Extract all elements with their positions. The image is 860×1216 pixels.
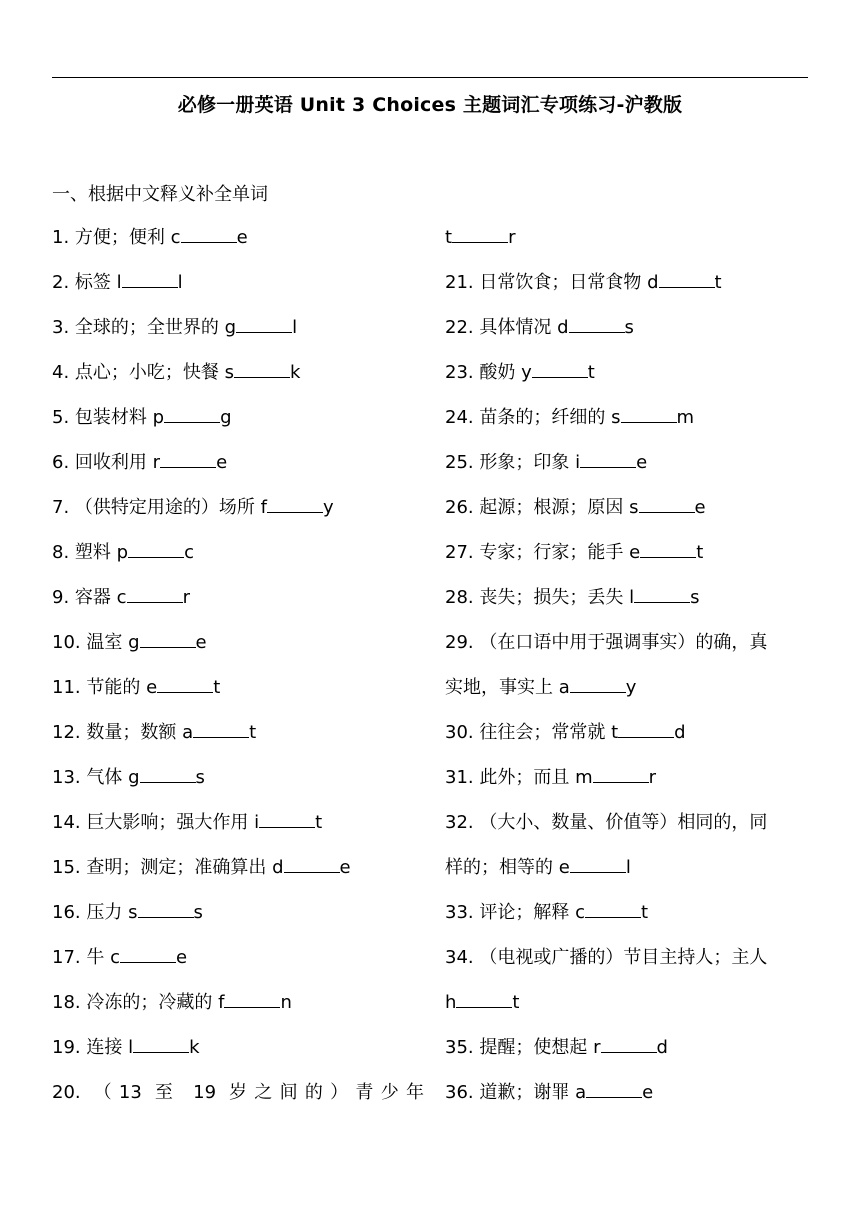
- item-meaning: 日常饮食；日常食物: [479, 272, 642, 293]
- first-letter: d: [557, 317, 569, 338]
- item-meaning: 查明；测定；准确算出: [86, 857, 267, 878]
- item-meaning: 连接: [86, 1037, 123, 1058]
- item-number: 2.: [52, 272, 70, 293]
- item-meaning: 全球的；全世界的: [74, 317, 219, 338]
- answer-blank[interactable]: [585, 899, 641, 918]
- last-letter: l: [177, 272, 183, 293]
- item-number: 29.: [445, 632, 474, 653]
- last-letter: t: [587, 362, 595, 383]
- answer-blank[interactable]: [164, 404, 220, 423]
- item-number: 22.: [445, 317, 474, 338]
- last-letter: r: [648, 767, 657, 788]
- vocab-item: [52, 944, 424, 989]
- item-number: 26.: [445, 497, 474, 518]
- last-letter: s: [195, 767, 205, 788]
- answer-blank[interactable]: [570, 674, 626, 693]
- item-number: 36.: [445, 1082, 474, 1103]
- vocab-item: [445, 719, 810, 764]
- vocab-item: [52, 359, 424, 404]
- last-letter: s: [624, 317, 634, 338]
- vocab-item: [445, 1079, 810, 1124]
- item-number: 32.: [445, 812, 474, 833]
- vocab-item: [52, 494, 424, 539]
- vocab-item: [52, 1079, 424, 1124]
- item-number: 8.: [52, 542, 70, 563]
- section-heading: 一、根据中文释义补全单词: [52, 184, 268, 205]
- last-letter: e: [236, 227, 248, 248]
- answer-blank[interactable]: [160, 449, 216, 468]
- item-number: 35.: [445, 1037, 474, 1058]
- item-number: 30.: [445, 722, 474, 743]
- item-number: 6.: [52, 452, 70, 473]
- answer-blank[interactable]: [234, 359, 290, 378]
- last-letter: d: [674, 722, 686, 743]
- vocab-item: [52, 449, 424, 494]
- vocab-item: [445, 854, 810, 899]
- item-meaning: 节能的: [86, 677, 141, 698]
- item-meaning: 巨大影响；强大作用: [86, 812, 249, 833]
- first-letter: r: [152, 452, 161, 473]
- last-letter: t: [213, 677, 221, 698]
- item-meaning: 样的；相等的: [445, 857, 553, 878]
- vocab-item: [52, 404, 424, 449]
- right-column: [445, 224, 810, 1124]
- item-number: 28.: [445, 587, 474, 608]
- vocab-item: [445, 584, 810, 629]
- last-letter: s: [193, 902, 203, 923]
- answer-blank[interactable]: [133, 1034, 189, 1053]
- item-meaning: 牛: [86, 947, 105, 968]
- last-letter: e: [195, 632, 207, 653]
- last-letter: l: [625, 857, 631, 878]
- item-number: 12.: [52, 722, 81, 743]
- answer-blank[interactable]: [224, 989, 280, 1008]
- item-meaning: 点心；小吃；快餐: [74, 362, 219, 383]
- last-letter: t: [249, 722, 257, 743]
- first-letter: l: [629, 587, 635, 608]
- first-letter: a: [182, 722, 194, 743]
- item-meaning: 压力: [86, 902, 123, 923]
- answer-blank[interactable]: [193, 719, 249, 738]
- answer-blank[interactable]: [259, 809, 315, 828]
- vocab-item: [445, 449, 810, 494]
- answer-blank[interactable]: [640, 539, 696, 558]
- vocab-item: [52, 629, 424, 674]
- vocab-item: [445, 629, 810, 674]
- item-meaning: （供特定用途的）场所: [74, 497, 255, 518]
- answer-blank[interactable]: [157, 674, 213, 693]
- item-meaning: 评论；解释: [479, 902, 570, 923]
- vocab-item: [445, 899, 810, 944]
- vocab-item: [445, 989, 810, 1034]
- last-letter: e: [642, 1082, 654, 1103]
- first-letter: c: [170, 227, 181, 248]
- first-letter: h: [445, 992, 457, 1013]
- answer-blank[interactable]: [601, 1034, 657, 1053]
- item-number: 33.: [445, 902, 474, 923]
- last-letter: k: [189, 1037, 200, 1058]
- vocab-item: [52, 314, 424, 359]
- answer-blank[interactable]: [181, 224, 237, 243]
- answer-blank[interactable]: [284, 854, 340, 873]
- vocab-item: [445, 809, 810, 854]
- item-meaning: 气体: [86, 767, 123, 788]
- answer-blank[interactable]: [580, 449, 636, 468]
- last-letter: e: [694, 497, 706, 518]
- page-title: 必修一册英语 Unit 3 Choices 主题词汇专项练习-沪教版: [177, 94, 683, 116]
- item-number: 4.: [52, 362, 70, 383]
- item-meaning: （电视或广播的）节目主持人；主人: [479, 947, 768, 968]
- vocab-item: [445, 764, 810, 809]
- item-meaning: 此外；而且: [479, 767, 570, 788]
- first-letter: t: [445, 227, 453, 248]
- item-meaning: （13 至 19 岁之间的）青少年: [93, 1082, 424, 1103]
- last-letter: s: [690, 587, 700, 608]
- item-meaning: 冷冻的；冷藏的: [86, 992, 213, 1013]
- last-letter: t: [641, 902, 649, 923]
- first-letter: m: [575, 767, 593, 788]
- item-meaning: 实地，事实上: [445, 677, 553, 698]
- vocab-item: [445, 404, 810, 449]
- first-letter: f: [218, 992, 225, 1013]
- last-letter: t: [714, 272, 722, 293]
- last-letter: g: [220, 407, 232, 428]
- answer-blank[interactable]: [570, 854, 626, 873]
- item-number: 10.: [52, 632, 81, 653]
- item-number: 9.: [52, 587, 70, 608]
- answer-blank[interactable]: [586, 1079, 642, 1098]
- vocab-item: [52, 539, 424, 584]
- first-letter: p: [116, 542, 129, 563]
- answer-blank[interactable]: [128, 539, 184, 558]
- answer-blank[interactable]: [236, 314, 292, 333]
- last-letter: e: [636, 452, 648, 473]
- vocab-item: [445, 674, 810, 719]
- first-letter: a: [575, 1082, 587, 1103]
- last-letter: c: [184, 542, 194, 563]
- item-meaning: 道歉；谢罪: [479, 1082, 570, 1103]
- vocab-item: [445, 224, 810, 269]
- answer-blank[interactable]: [138, 899, 194, 918]
- item-number: 16.: [52, 902, 81, 923]
- item-meaning: 塑料: [74, 542, 111, 563]
- last-letter: e: [176, 947, 188, 968]
- item-meaning: 形象；印象: [479, 452, 570, 473]
- item-number: 25.: [445, 452, 474, 473]
- last-letter: t: [512, 992, 520, 1013]
- last-letter: m: [676, 407, 695, 428]
- item-number: 7.: [52, 497, 70, 518]
- first-letter: d: [647, 272, 659, 293]
- answer-blank[interactable]: [639, 494, 695, 513]
- item-meaning: 起源；根源；原因: [479, 497, 624, 518]
- last-letter: t: [696, 542, 704, 563]
- header-rule: [52, 77, 808, 78]
- item-meaning: 温室: [86, 632, 123, 653]
- answer-blank[interactable]: [569, 314, 625, 333]
- answer-blank[interactable]: [120, 944, 176, 963]
- vocab-item: [52, 854, 424, 899]
- first-letter: g: [128, 767, 140, 788]
- item-number: 31.: [445, 767, 474, 788]
- answer-blank[interactable]: [140, 764, 196, 783]
- answer-blank[interactable]: [122, 269, 178, 288]
- item-meaning: 具体情况: [479, 317, 552, 338]
- first-letter: g: [224, 317, 237, 338]
- first-letter: s: [611, 407, 621, 428]
- first-letter: y: [521, 362, 532, 383]
- item-meaning: 回收利用: [74, 452, 147, 473]
- first-letter: f: [260, 497, 267, 518]
- last-letter: t: [315, 812, 323, 833]
- first-letter: l: [116, 272, 122, 293]
- item-number: 18.: [52, 992, 81, 1013]
- vocab-item: [52, 764, 424, 809]
- vocab-item: [52, 1034, 424, 1079]
- vocab-item: [445, 539, 810, 584]
- answer-blank[interactable]: [532, 359, 588, 378]
- vocab-item: [52, 674, 424, 719]
- last-letter: y: [625, 677, 637, 698]
- item-number: 15.: [52, 857, 81, 878]
- first-letter: s: [128, 902, 138, 923]
- last-letter: e: [216, 452, 228, 473]
- last-letter: r: [508, 227, 516, 248]
- item-meaning: 数量；数额: [86, 722, 177, 743]
- vocab-item: [52, 809, 424, 854]
- answer-blank[interactable]: [452, 224, 508, 243]
- item-number: 17.: [52, 947, 81, 968]
- item-meaning: 专家；行家；能手: [479, 542, 624, 563]
- first-letter: s: [629, 497, 639, 518]
- item-number: 23.: [445, 362, 474, 383]
- answer-blank[interactable]: [659, 269, 715, 288]
- first-letter: e: [146, 677, 158, 698]
- answer-blank[interactable]: [593, 764, 649, 783]
- first-letter: c: [110, 947, 121, 968]
- answer-blank[interactable]: [140, 629, 196, 648]
- first-letter: r: [593, 1037, 601, 1058]
- first-letter: c: [116, 587, 127, 608]
- item-number: 21.: [445, 272, 474, 293]
- vocab-item: [52, 899, 424, 944]
- answer-blank[interactable]: [267, 494, 323, 513]
- vocab-item: [445, 494, 810, 539]
- vocab-item: [52, 989, 424, 1034]
- answer-blank[interactable]: [456, 989, 512, 1008]
- last-letter: r: [182, 587, 190, 608]
- first-letter: i: [575, 452, 581, 473]
- vocab-item: [445, 269, 810, 314]
- first-letter: c: [575, 902, 586, 923]
- item-number: 5.: [52, 407, 70, 428]
- item-meaning: 提醒；使想起: [479, 1037, 588, 1058]
- last-letter: d: [656, 1037, 668, 1058]
- item-number: 27.: [445, 542, 474, 563]
- first-letter: d: [272, 857, 284, 878]
- first-letter: e: [629, 542, 641, 563]
- item-meaning: 丧失；损失；丢失: [479, 587, 624, 608]
- answer-blank[interactable]: [621, 404, 677, 423]
- item-meaning: 包装材料: [74, 407, 147, 428]
- first-letter: p: [152, 407, 165, 428]
- answer-blank[interactable]: [618, 719, 674, 738]
- first-letter: g: [128, 632, 140, 653]
- answer-blank[interactable]: [127, 584, 183, 603]
- vocab-item: [445, 314, 810, 359]
- first-letter: t: [611, 722, 619, 743]
- item-number: 20.: [52, 1082, 81, 1103]
- left-column: [52, 224, 424, 1124]
- vocab-item: [445, 359, 810, 404]
- item-meaning: 方便；便利: [74, 227, 165, 248]
- vocab-item: [52, 584, 424, 629]
- vocab-item: [52, 719, 424, 764]
- item-meaning: （大小、数量、价值等）相同的，同: [479, 812, 768, 833]
- item-meaning: 容器: [74, 587, 111, 608]
- item-number: 1.: [52, 227, 70, 248]
- answer-blank[interactable]: [634, 584, 690, 603]
- item-meaning: 标签: [74, 272, 111, 293]
- item-number: 14.: [52, 812, 81, 833]
- item-number: 34.: [445, 947, 474, 968]
- last-letter: e: [339, 857, 351, 878]
- item-number: 13.: [52, 767, 81, 788]
- first-letter: l: [128, 1037, 134, 1058]
- first-letter: s: [224, 362, 235, 383]
- vocab-item: [445, 1034, 810, 1079]
- first-letter: i: [254, 812, 260, 833]
- item-meaning: （在口语中用于强调事实）的确，真: [479, 632, 768, 653]
- item-number: 3.: [52, 317, 70, 338]
- last-letter: n: [280, 992, 292, 1013]
- last-letter: y: [323, 497, 334, 518]
- first-letter: e: [558, 857, 570, 878]
- item-meaning: 苗条的；纤细的: [479, 407, 606, 428]
- vocab-item: [52, 224, 424, 269]
- first-letter: a: [558, 677, 570, 698]
- item-number: 11.: [52, 677, 81, 698]
- vocab-item: [445, 944, 810, 989]
- item-number: 19.: [52, 1037, 81, 1058]
- item-meaning: 酸奶: [479, 362, 516, 383]
- item-meaning: 往往会；常常就: [479, 722, 606, 743]
- item-number: 24.: [445, 407, 474, 428]
- last-letter: k: [290, 362, 301, 383]
- last-letter: l: [292, 317, 298, 338]
- vocab-item: [52, 269, 424, 314]
